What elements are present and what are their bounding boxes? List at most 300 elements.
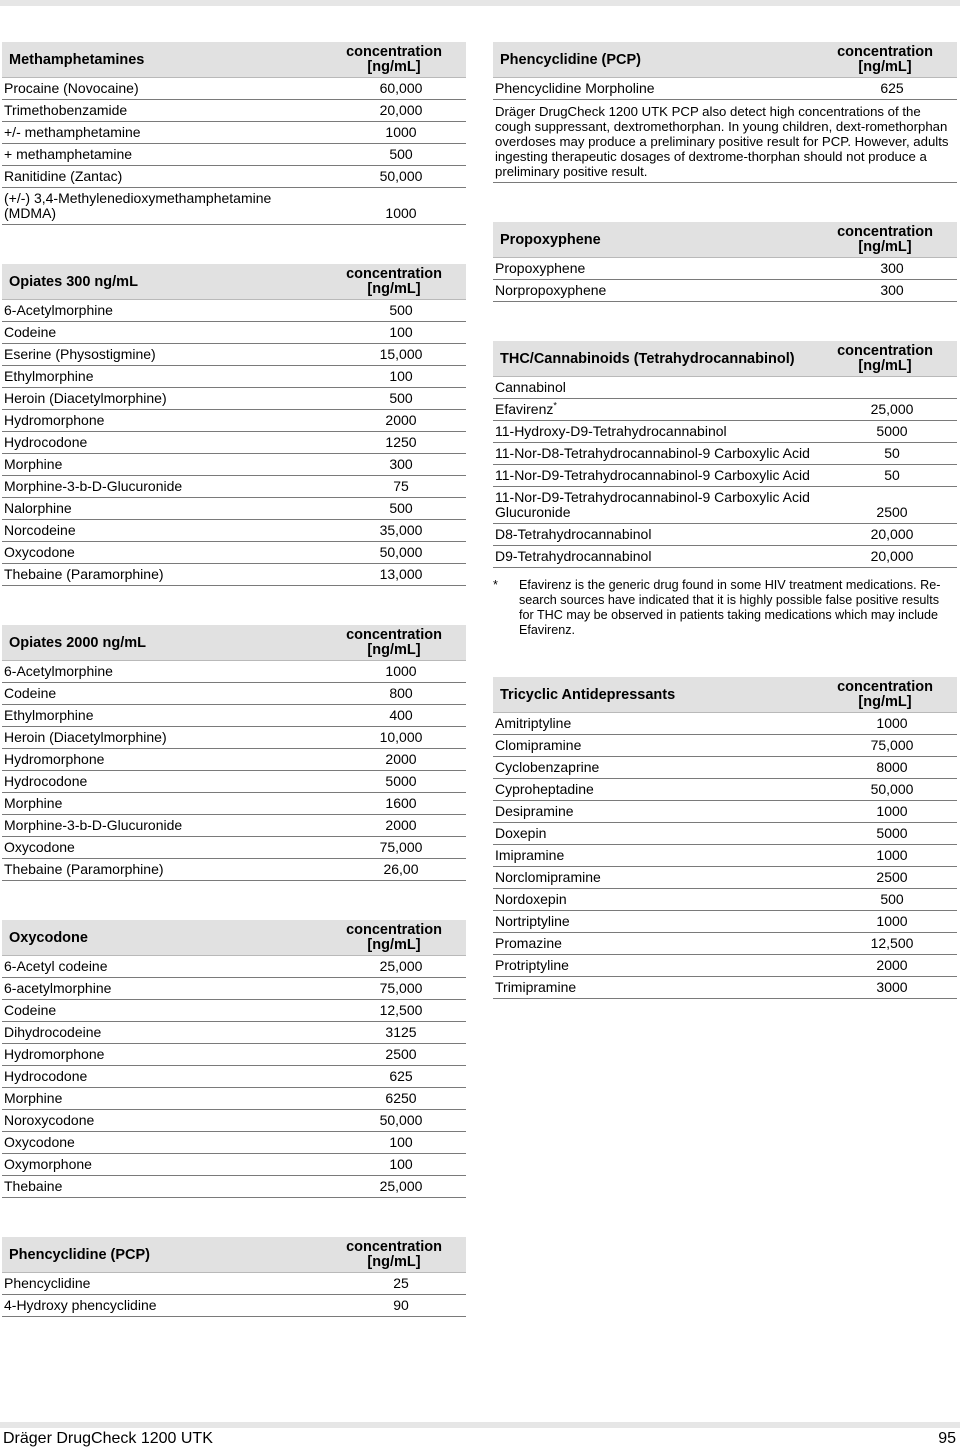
- substance-name: [495, 81, 821, 96]
- substance-name-text: Nalorphine: [4, 500, 72, 516]
- substance-name-text: 11-Nor-D9-Tetrahydrocannabinol-9 Carboxylic Acid: [495, 467, 810, 483]
- concentration-value: 500: [880, 891, 904, 907]
- table-row: [2, 366, 466, 388]
- substance-name-text: Procaine (Novocaine): [4, 80, 139, 96]
- concentration-value: 1000: [876, 913, 908, 929]
- substance-name: [495, 446, 821, 461]
- table-row: [2, 837, 466, 859]
- concentration-value: 75: [393, 478, 409, 494]
- concentration-value: 75,000: [379, 980, 423, 996]
- table-row: [2, 476, 466, 498]
- substance-name: [495, 549, 821, 564]
- table-row: [493, 78, 957, 100]
- substance-name: [495, 870, 821, 885]
- right-column: [493, 42, 957, 999]
- substance-name-text: 4-Hydroxy phencyclidine: [4, 1297, 157, 1313]
- concentration-value: 500: [389, 500, 413, 516]
- substance-name: [4, 325, 330, 340]
- substance-name: [4, 391, 330, 406]
- substance-name-text: Morphine: [4, 795, 63, 811]
- substance-name: [4, 1179, 330, 1194]
- table-row: [493, 280, 957, 302]
- substance-name-text: Clomipramine: [495, 737, 582, 753]
- table-row: [2, 144, 466, 166]
- substance-name-text: Doxepin: [495, 825, 547, 841]
- concentration-header: concentration [ng/mL]: [837, 678, 933, 710]
- substance-name: [4, 413, 330, 428]
- concentration-value: 1000: [385, 124, 417, 140]
- opiates-300-table: [2, 264, 466, 586]
- pcp-right-table: [493, 42, 957, 100]
- table-row: [2, 100, 466, 122]
- substance-name-text: Codeine: [4, 1002, 57, 1018]
- concentration-value: 1000: [385, 205, 417, 221]
- substance-name: [495, 848, 821, 863]
- substance-name: [4, 1003, 330, 1018]
- substance-name: [4, 708, 330, 723]
- table-row: [2, 859, 466, 881]
- substance-name-text: Trimethobenzamide: [4, 102, 128, 118]
- concentration-value: 10,000: [379, 729, 423, 745]
- opiates-300-header: [2, 264, 466, 300]
- table-row: [493, 258, 957, 280]
- substance-name-text: 6-Acetylmorphine: [4, 663, 113, 679]
- concentration-value: 50: [884, 445, 900, 461]
- substance-name-text: Oxycodone: [4, 544, 75, 560]
- substance-name: [4, 191, 330, 221]
- substance-name-text: Promazine: [495, 935, 562, 951]
- table-row: [2, 410, 466, 432]
- substance-name: [4, 818, 330, 833]
- substance-name: [4, 523, 330, 538]
- substance-name: [4, 774, 330, 789]
- oxycodone-header: [2, 920, 466, 956]
- concentration-value: 6250: [385, 1090, 417, 1106]
- table-row: [493, 465, 957, 487]
- substance-name-text: Ethylmorphine: [4, 368, 94, 384]
- substance-name-text: Heroin (Diacetylmorphine): [4, 729, 167, 745]
- substance-name-text: Oxymorphone: [4, 1156, 92, 1172]
- table-row: [2, 188, 466, 225]
- substance-name: [4, 81, 330, 96]
- substance-name: [495, 527, 821, 542]
- substance-name: [4, 1025, 330, 1040]
- substance-name: [4, 840, 330, 855]
- substance-name: [4, 752, 330, 767]
- table-row: [2, 344, 466, 366]
- substance-name-text: Desipramine: [495, 803, 574, 819]
- substance-name: [495, 936, 821, 951]
- concentration-value: 20,000: [870, 548, 914, 564]
- substance-name-text: Oxycodone: [4, 839, 75, 855]
- substance-name: [4, 567, 330, 582]
- substance-name-text: 11-Nor-D8-Tetrahydrocannabinol-9 Carboxylic Acid: [495, 445, 810, 461]
- table-row: [493, 546, 957, 568]
- concentration-value: 2000: [385, 817, 417, 833]
- table-row: [493, 443, 957, 465]
- top-rule: [0, 0, 960, 6]
- substance-name-text: 11-Hydroxy-D9-Tetrahydrocannabinol: [495, 423, 727, 439]
- concentration-value: 500: [389, 146, 413, 162]
- substance-name-text: Imipramine: [495, 847, 565, 863]
- substance-name-text: Efavirenz: [495, 401, 554, 417]
- concentration-header: concentration [ng/mL]: [837, 342, 933, 374]
- substance-name: [4, 303, 330, 318]
- concentration-header: concentration [ng/mL]: [346, 921, 442, 953]
- table-row: [2, 322, 466, 344]
- concentration-header: concentration [ng/mL]: [346, 1238, 442, 1270]
- substance-name: [4, 147, 330, 162]
- concentration-value: 1000: [876, 847, 908, 863]
- substance-name-text: Nortriptyline: [495, 913, 570, 929]
- concentration-value: 50: [884, 467, 900, 483]
- thc-table: [493, 341, 957, 568]
- table-row: [2, 815, 466, 837]
- substance-name-text: Morphine-3-b-D-Glucuronide: [4, 817, 183, 833]
- concentration-value: 1000: [876, 715, 908, 731]
- substance-name-text: Propoxyphene: [495, 260, 586, 276]
- substance-name: [4, 959, 330, 974]
- substance-name-text: D9-Tetrahydrocannabinol: [495, 548, 652, 564]
- table-row: [2, 432, 466, 454]
- table-row: [2, 956, 466, 978]
- thc-footnote: [493, 578, 957, 638]
- concentration-value: 1600: [385, 795, 417, 811]
- substance-name: [495, 958, 821, 973]
- concentration-header: concentration [ng/mL]: [346, 43, 442, 75]
- table-row: [2, 683, 466, 705]
- substance-name: [4, 125, 330, 140]
- substance-name-text: Ethylmorphine: [4, 707, 94, 723]
- substance-name: [495, 261, 821, 276]
- footnote-marker: *: [553, 400, 557, 411]
- concentration-value: 625: [389, 1068, 413, 1084]
- concentration-value: 1000: [385, 663, 417, 679]
- substance-name: [495, 914, 821, 929]
- substance-name: [4, 1157, 330, 1172]
- substance-name-text: Hydromorphone: [4, 412, 105, 428]
- substance-name: [4, 796, 330, 811]
- table-row: [493, 845, 957, 867]
- table-row: [493, 713, 957, 735]
- concentration-value: 50,000: [379, 168, 423, 184]
- substance-name: [4, 1298, 330, 1313]
- table-row: [2, 1132, 466, 1154]
- substance-name-text: 11-Nor-D9-Tetrahydrocannabinol-9 Carboxylic Acid Glucuronide: [495, 489, 810, 520]
- substance-name: [4, 369, 330, 384]
- concentration-value: 625: [880, 80, 904, 96]
- table-row: [493, 933, 957, 955]
- section-gap: [2, 881, 466, 920]
- concentration-value: 100: [389, 1156, 413, 1172]
- substance-name-text: Morphine-3-b-D-Glucuronide: [4, 478, 183, 494]
- concentration-value: 20,000: [379, 102, 423, 118]
- concentration-value: 35,000: [379, 522, 423, 538]
- table-row: [2, 564, 466, 586]
- substance-name: [4, 1091, 330, 1106]
- table-row: [2, 1273, 466, 1295]
- concentration-value: 90: [393, 1297, 409, 1313]
- table-row: [2, 978, 466, 1000]
- concentration-header: concentration [ng/mL]: [837, 223, 933, 255]
- substance-name: [4, 1069, 330, 1084]
- substance-name: [4, 501, 330, 516]
- pcp-right-header: [493, 42, 957, 78]
- substance-name: [495, 402, 821, 417]
- substance-name-text: Amitriptyline: [495, 715, 572, 731]
- concentration-value: 3125: [385, 1024, 417, 1040]
- concentration-value: 2000: [385, 412, 417, 428]
- section-gap: [493, 638, 957, 677]
- table-row: [2, 1066, 466, 1088]
- section-gap: [2, 586, 466, 625]
- propoxyphene-title: Propoxyphene: [500, 231, 601, 248]
- table-row: [2, 661, 466, 683]
- table-row: [493, 955, 957, 977]
- substance-name-text: Hydrocodone: [4, 773, 88, 789]
- concentration-value: 100: [389, 324, 413, 340]
- table-row: [493, 801, 957, 823]
- thc-header: [493, 341, 957, 377]
- left-column: [2, 42, 466, 1317]
- substance-name-text: Codeine: [4, 685, 57, 701]
- concentration-value: 25,000: [870, 401, 914, 417]
- substance-name: [495, 283, 821, 298]
- table-row: [2, 705, 466, 727]
- substance-name: [4, 686, 330, 701]
- substance-name-text: Phencyclidine: [4, 1275, 91, 1291]
- table-row: [2, 498, 466, 520]
- substance-name: [4, 1047, 330, 1062]
- substance-name-text: Cannabinol: [495, 379, 566, 395]
- table-row: [2, 1022, 466, 1044]
- substance-name-text: Oxycodone: [4, 1134, 75, 1150]
- table-row: [2, 166, 466, 188]
- substance-name: [495, 892, 821, 907]
- substance-name: [495, 782, 821, 797]
- table-row: [493, 867, 957, 889]
- concentration-value: 26,00: [383, 861, 419, 877]
- tricyclic-header: [493, 677, 957, 713]
- concentration-value: 2500: [385, 1046, 417, 1062]
- substance-name: [495, 804, 821, 819]
- concentration-value: 5000: [876, 423, 908, 439]
- concentration-value: 25,000: [379, 958, 423, 974]
- substance-name-text: Hydromorphone: [4, 1046, 105, 1062]
- substance-name-text: Thebaine (Paramorphine): [4, 861, 164, 877]
- concentration-value: 100: [389, 368, 413, 384]
- substance-name-text: 6-Acetylmorphine: [4, 302, 113, 318]
- methamphetamines-header: [2, 42, 466, 78]
- concentration-value: 2500: [876, 869, 908, 885]
- pcp-left-header: [2, 1237, 466, 1273]
- concentration-value: 13,000: [379, 566, 423, 582]
- substance-name: [4, 664, 330, 679]
- substance-name: [4, 1276, 330, 1291]
- substance-name: [495, 424, 821, 439]
- tricyclic-title: Tricyclic Antidepressants: [500, 686, 676, 703]
- substance-name-text: +/- methamphetamine: [4, 124, 141, 140]
- substance-name-text: Noroxycodone: [4, 1112, 95, 1128]
- table-row: [2, 749, 466, 771]
- table-row: [2, 1110, 466, 1132]
- concentration-value: 25,000: [379, 1178, 423, 1194]
- substance-name-text: Codeine: [4, 324, 57, 340]
- substance-name: [4, 479, 330, 494]
- concentration-value: 12,500: [379, 1002, 423, 1018]
- page-number: 95: [938, 1430, 956, 1447]
- section-gap: [2, 225, 466, 264]
- opiates-2000-header: [2, 625, 466, 661]
- concentration-value: 800: [389, 685, 413, 701]
- substance-name-text: Thebaine (Paramorphine): [4, 566, 164, 582]
- table-row: [493, 889, 957, 911]
- concentration-header: concentration [ng/mL]: [346, 626, 442, 658]
- concentration-header: concentration [ng/mL]: [346, 265, 442, 297]
- opiates-2000-title: Opiates 2000 ng/mL: [9, 634, 146, 651]
- table-row: [2, 300, 466, 322]
- substance-name: [495, 716, 821, 731]
- oxycodone-title: Oxycodone: [9, 929, 88, 946]
- table-row: [493, 377, 957, 399]
- concentration-value: 50,000: [379, 1112, 423, 1128]
- substance-name: [4, 457, 330, 472]
- methamphetamines-title: Methamphetamines: [9, 51, 145, 68]
- substance-name-text: Ranitidine (Zantac): [4, 168, 123, 184]
- tricyclic-table: [493, 677, 957, 999]
- concentration-value: 8000: [876, 759, 908, 775]
- table-row: [493, 823, 957, 845]
- substance-name: [4, 435, 330, 450]
- substance-name-text: Heroin (Diacetylmorphine): [4, 390, 167, 406]
- substance-name: [4, 347, 330, 362]
- substance-name: [4, 545, 330, 560]
- substance-name: [4, 1135, 330, 1150]
- table-row: [493, 757, 957, 779]
- pcp-left-table: [2, 1237, 466, 1317]
- table-row: [493, 487, 957, 524]
- concentration-value: 20,000: [870, 526, 914, 542]
- substance-name-text: Thebaine: [4, 1178, 63, 1194]
- concentration-value: 300: [880, 282, 904, 298]
- concentration-value: 12,500: [870, 935, 914, 951]
- table-row: [2, 122, 466, 144]
- substance-name: [4, 730, 330, 745]
- concentration-value: 3000: [876, 979, 908, 995]
- concentration-value: 100: [389, 1134, 413, 1150]
- concentration-value: 300: [880, 260, 904, 276]
- section-gap: [493, 302, 957, 341]
- substance-name-text: Protriptyline: [495, 957, 569, 973]
- table-row: [2, 1295, 466, 1317]
- substance-name: [495, 490, 821, 520]
- concentration-header: concentration [ng/mL]: [837, 43, 933, 75]
- substance-name: [495, 468, 821, 483]
- pcp-right-title: Phencyclidine (PCP): [500, 51, 642, 68]
- substance-name-text: Cyclobenzaprine: [495, 759, 600, 775]
- table-row: [2, 1044, 466, 1066]
- pcp-note: Dräger DrugCheck 1200 UTK PCP also detect high concentrations of the cough suppressant, dextromethorphan. In young children, dext-romethorphan overdoses may produce a preliminary positive result for PCP. However, adults ingesting therapeutic dosages of dextrome-thorphan should not produce a preliminary positive result.: [493, 100, 957, 183]
- concentration-value: 400: [389, 707, 413, 723]
- concentration-value: 75,000: [870, 737, 914, 753]
- table-row: [2, 1176, 466, 1198]
- concentration-value: 50,000: [870, 781, 914, 797]
- concentration-value: 5000: [385, 773, 417, 789]
- table-row: [2, 78, 466, 100]
- footnote-text: Efavirenz is the generic drug found in some HIV treatment medications. Re-search sources have indicated that it is highly possible false positive results for THC may be observed in patients taking medications which may include Efavirenz.: [519, 578, 941, 637]
- table-row: [2, 771, 466, 793]
- substance-name-text: D8-Tetrahydrocannabinol: [495, 526, 652, 542]
- substance-name-text: Hydromorphone: [4, 751, 105, 767]
- section-gap: [493, 183, 957, 222]
- table-row: [493, 911, 957, 933]
- table-row: [2, 793, 466, 815]
- concentration-value: 60,000: [379, 80, 423, 96]
- substance-name: [4, 103, 330, 118]
- table-row: [493, 524, 957, 546]
- substance-name-text: Norpropoxyphene: [495, 282, 607, 298]
- substance-name: [4, 169, 330, 184]
- section-gap: [2, 1198, 466, 1237]
- concentration-value: 500: [389, 302, 413, 318]
- table-row: [2, 1154, 466, 1176]
- concentration-value: 1250: [385, 434, 417, 450]
- substance-name-text: (+/-) 3,4-Methylenedioxymethamphetamine (MDMA): [4, 190, 272, 221]
- substance-name-text: Phencyclidine Morpholine: [495, 80, 655, 96]
- table-row: [493, 977, 957, 999]
- concentration-value: 1000: [876, 803, 908, 819]
- substance-name-text: Norclomipramine: [495, 869, 601, 885]
- footer-product-name: Dräger DrugCheck 1200 UTK: [3, 1430, 213, 1447]
- substance-name-text: Trimipramine: [495, 979, 577, 995]
- table-row: [2, 542, 466, 564]
- concentration-value: 15,000: [379, 346, 423, 362]
- table-row: [2, 454, 466, 476]
- table-row: [493, 735, 957, 757]
- footer-rule: [0, 1422, 960, 1428]
- substance-name-text: 6-Acetyl codeine: [4, 958, 108, 974]
- substance-name: [495, 826, 821, 841]
- table-row: [2, 1000, 466, 1022]
- table-row: [493, 399, 957, 421]
- substance-name: [495, 760, 821, 775]
- substance-name-text: Hydrocodone: [4, 1068, 88, 1084]
- substance-name: [495, 738, 821, 753]
- concentration-value: 75,000: [379, 839, 423, 855]
- table-row: [493, 779, 957, 801]
- concentration-value: 5000: [876, 825, 908, 841]
- table-row: [2, 520, 466, 542]
- substance-name: [4, 1113, 330, 1128]
- concentration-value: 50,000: [379, 544, 423, 560]
- table-row: [2, 388, 466, 410]
- substance-name-text: Dihydrocodeine: [4, 1024, 102, 1040]
- concentration-value: 2000: [876, 957, 908, 973]
- concentration-value: 25: [393, 1275, 409, 1291]
- substance-name-text: Hydrocodone: [4, 434, 88, 450]
- footnote-star: *: [493, 578, 498, 592]
- table-row: [2, 1088, 466, 1110]
- substance-name: [4, 862, 330, 877]
- table-row: [2, 727, 466, 749]
- substance-name-text: 6-acetylmorphine: [4, 980, 112, 996]
- concentration-value: 2000: [385, 751, 417, 767]
- concentration-value: 2500: [876, 504, 908, 520]
- substance-name: [495, 980, 821, 995]
- table-row: [493, 421, 957, 443]
- substance-name-text: Morphine: [4, 1090, 63, 1106]
- substance-name-text: Nordoxepin: [495, 891, 567, 907]
